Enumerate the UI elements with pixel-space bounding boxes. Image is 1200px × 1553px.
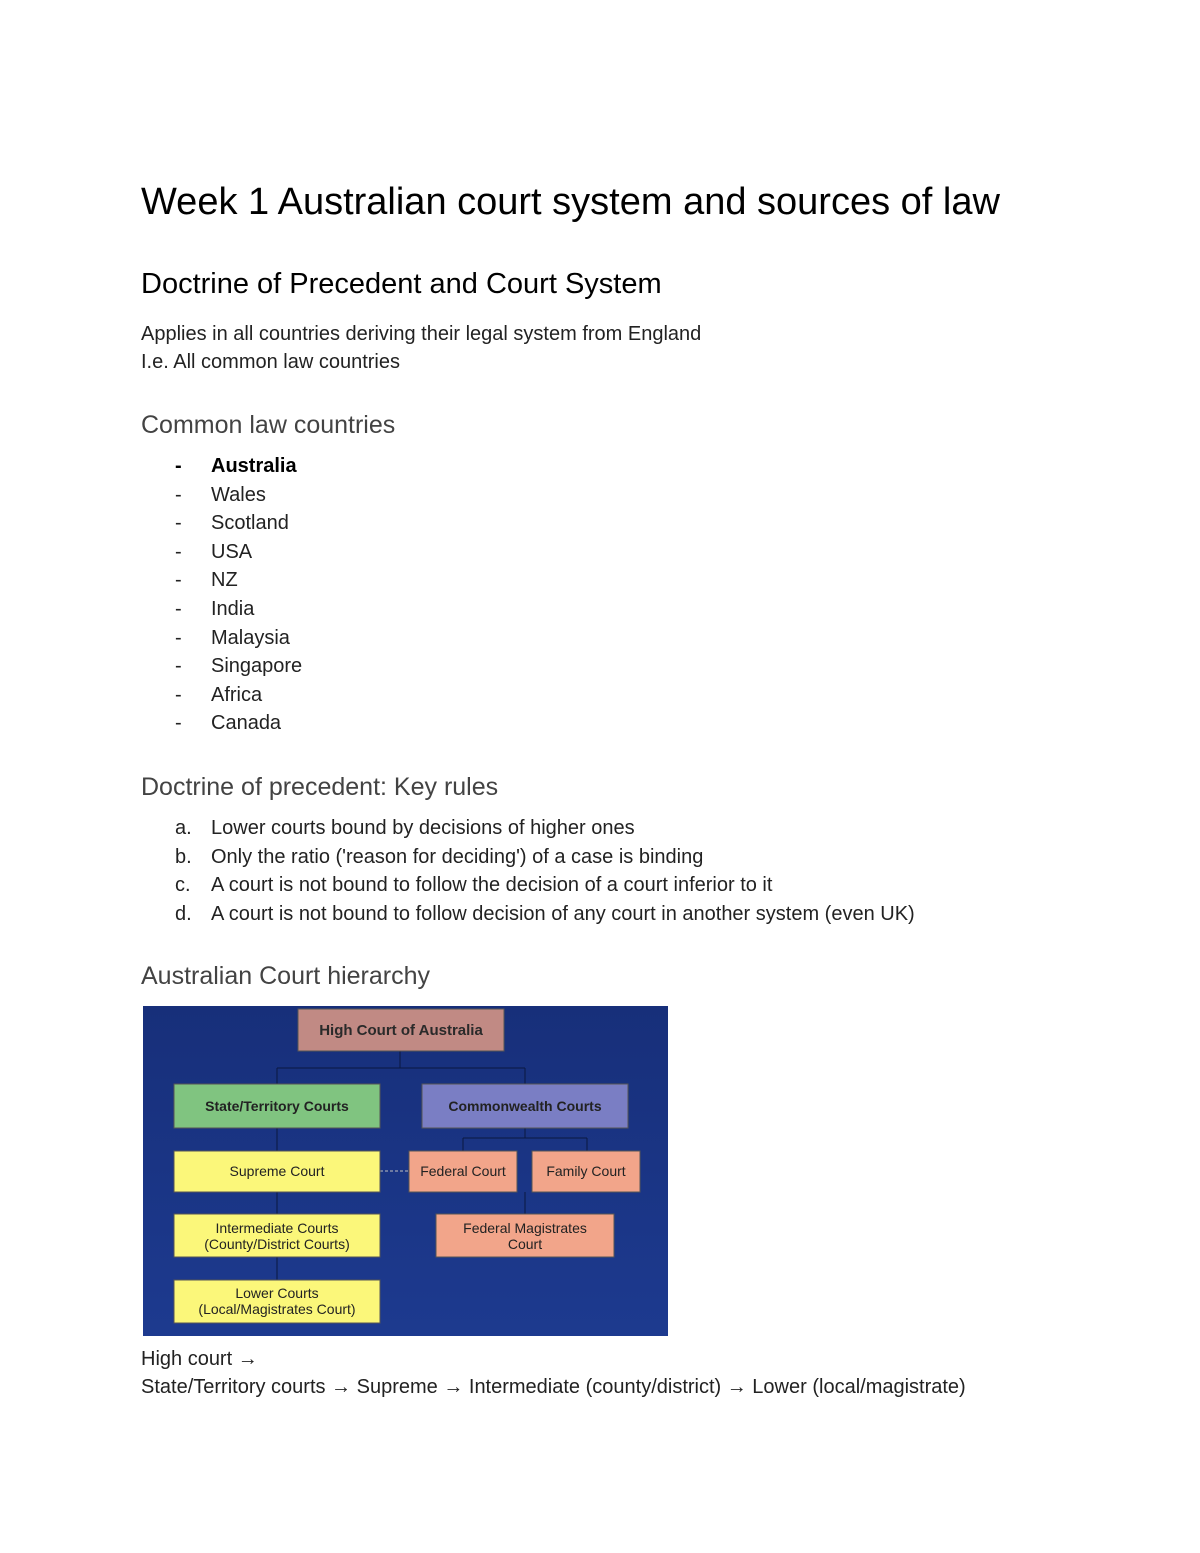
list-item-text: NZ [211,569,238,592]
high-court-label: High Court of Australia [319,1022,483,1039]
family-court-label: Family Court [546,1163,626,1179]
intro-line: Applies in all countries deriving their legal system from England [141,323,702,345]
list-item-text: Singapore [211,655,303,678]
list-marker: - [175,712,182,735]
supreme-court-label: Supreme Court [229,1163,325,1179]
section-heading-common-law: Common law countries [141,411,396,439]
list-item-text: Lower courts bound by decisions of higher ones [211,817,635,839]
list-marker: - [175,483,182,506]
list-item-text: Only the ratio ('reason for deciding') of a case is binding [211,845,704,868]
list-marker: - [175,597,182,620]
commonwealth-courts-label: Commonwealth Courts [448,1098,602,1114]
list-marker: - [175,569,182,592]
section-heading-hierarchy: Australian Court hierarchy [141,962,431,990]
section-heading-key-rules: Doctrine of precedent: Key rules [141,773,499,801]
intermediate-courts-label: Intermediate Courts [215,1220,339,1236]
list-item-text: A court is not bound to follow decision of any court in another system (even UK) [211,902,915,925]
lower-courts-label: Lower Courts [235,1285,319,1301]
list-marker: - [175,512,182,535]
caption-line: State/Territory courts → Supreme → Intermediate (county/district) → Lower (local/magistrate) [141,1376,966,1398]
list-marker: - [175,683,182,706]
federal-magistrates-sublabel: Court [507,1236,543,1252]
list-item-text: Scotland [211,512,289,535]
intro-paragraph [141,320,701,376]
list-item-text: Malaysia [211,626,290,649]
list-item-text: A court is not bound to follow the decision of a court inferior to it [211,874,773,897]
list-marker: - [175,540,182,563]
list-item-text: USA [211,540,253,563]
list-marker: - [175,626,182,649]
federal-court-label: Federal Court [420,1163,506,1179]
list-marker: - [175,655,182,678]
list-item-text: Africa [211,683,263,706]
intro-line: I.e. All common law countries [141,351,400,373]
caption-line: High court → [141,1348,258,1370]
list-marker: a. [175,817,192,839]
document-title: Week 1 Australian court system and sources of law [141,181,1000,223]
state-courts-label: State/Territory Courts [205,1098,349,1114]
list-item-text: Australia [211,455,297,477]
federal-magistrates-label: Federal Magistrates [463,1220,587,1236]
lower-courts-sublabel: (Local/Magistrates Court) [198,1301,356,1317]
list-marker: d. [175,902,192,925]
list-marker: b. [175,845,192,868]
list-marker: - [175,455,182,477]
court-hierarchy-diagram [143,1006,668,1336]
section-heading-precedent: Doctrine of Precedent and Court System [141,268,662,300]
intermediate-courts-sublabel: (County/District Courts) [204,1236,350,1252]
list-item-text: Canada [211,712,282,735]
list-item-text: Wales [211,483,266,506]
list-item-text: India [211,597,255,620]
hierarchy-caption [141,1345,966,1401]
list-marker: c. [175,874,191,897]
